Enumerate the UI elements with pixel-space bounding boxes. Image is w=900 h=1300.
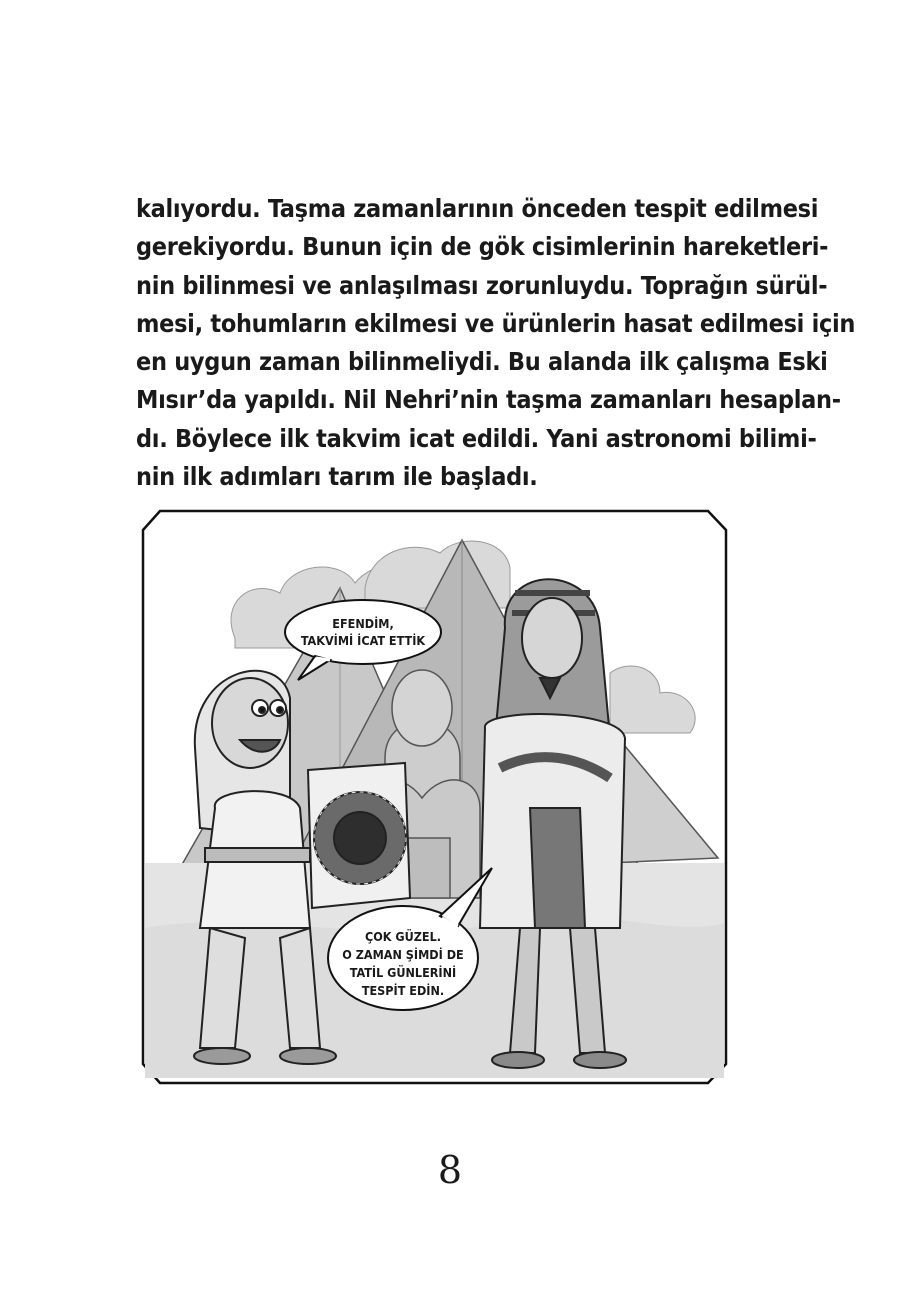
paragraph-line: nin bilinmesi ve anlaşılması zorunluydu. Toprağın sürül- (136, 270, 828, 300)
body-paragraph (136, 190, 856, 496)
comic-illustration (140, 508, 728, 1086)
zodiac-scroll (308, 763, 410, 908)
paragraph-line: en uygun zaman bilinmeliydi. Bu alanda ilk çalışma Eski (136, 347, 828, 377)
bubble-right-line: TESPİT EDİN. (361, 983, 445, 998)
paragraph-line: kalıyordu. Taşma zamanlarının önceden tespit edilmesi (136, 194, 819, 223)
illustration-svg (140, 508, 728, 1086)
page-number: 8 (437, 1148, 463, 1192)
paragraph-line: gerekiyordu. Bunun için de gök cisimlerinin hareketleri- (136, 232, 829, 262)
paragraph-line: nin ilk adımları tarım ile başladı. (136, 462, 538, 492)
paragraph-line: mesi, tohumların ekilmesi ve ürünlerin hasat edilmesi için (136, 308, 856, 338)
bubble-right-line: TATİL GÜNLERİNİ (349, 965, 457, 980)
bubble-right-line: ÇOK GÜZEL. (364, 929, 442, 944)
bubble-right-line: O ZAMAN ŞİMDİ DE (342, 947, 464, 962)
paragraph-line: dı. Böylece ilk takvim icat edildi. Yani astronomi bilimi- (136, 423, 817, 453)
bubble-left-line: EFENDİM, (332, 616, 394, 631)
bubble-left-line: TAKVİMİ İCAT ETTİK (300, 633, 426, 648)
paragraph-line: Mısır’da yapıldı. Nil Nehri’nin taşma zamanları hesaplan- (136, 385, 841, 415)
